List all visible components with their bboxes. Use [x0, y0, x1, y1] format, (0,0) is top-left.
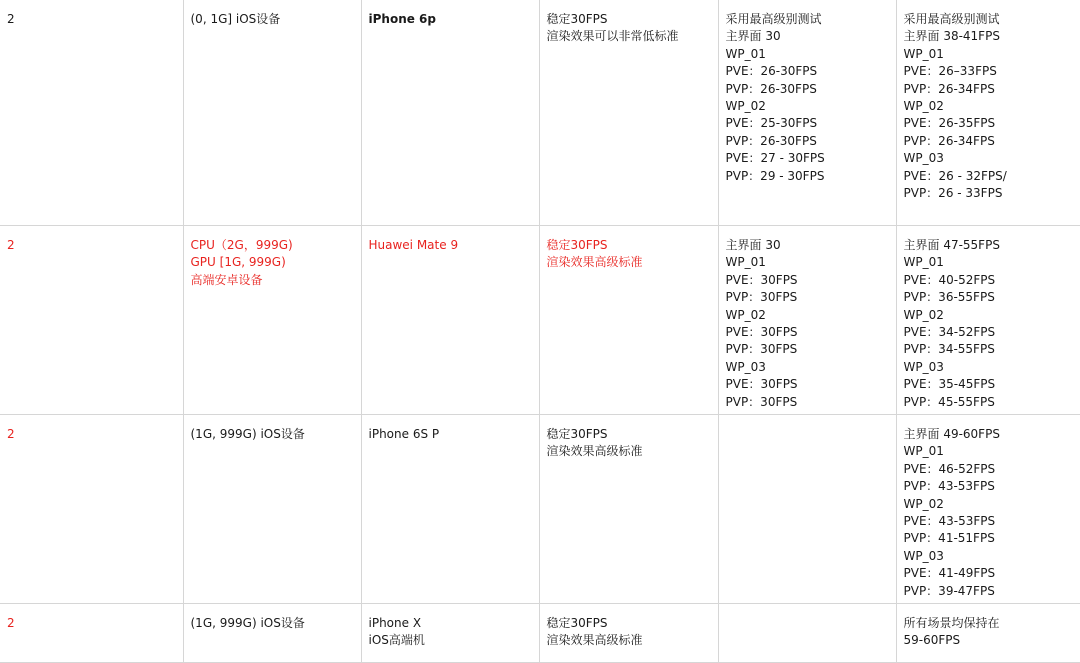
- result-line: PVP：39-47FPS: [903, 583, 995, 598]
- tier-cell: [0, 226, 183, 415]
- result-line: PVP：45-55FPS: [903, 394, 995, 409]
- device-spec-line: (0, 1G] iOS设备: [190, 12, 281, 26]
- results-a-cell: [718, 226, 896, 415]
- result-line: WP_01: [903, 255, 944, 270]
- result-line: WP_02: [903, 99, 944, 114]
- result-line: PVP：43-53FPS: [903, 479, 995, 494]
- device-spec-line: (1G, 999G) iOS设备: [190, 616, 305, 630]
- target-line: 稳定30FPS: [546, 12, 608, 26]
- table-row: [0, 604, 1080, 663]
- table-row: [0, 415, 1080, 604]
- result-line: WP_03: [903, 548, 944, 563]
- device-model-line: iPhone 6p: [368, 12, 436, 26]
- result-line: PVE：34-52FPS: [903, 325, 996, 340]
- target-line: 渲染效果高级标准: [546, 255, 643, 270]
- result-line: PVE：46-52FPS: [903, 461, 996, 476]
- target-line: 稳定30FPS: [546, 427, 608, 441]
- result-line: PVP：30FPS: [725, 342, 798, 357]
- result-line: 采用最高级别测试: [725, 12, 822, 26]
- result-line: WP_01: [903, 444, 944, 459]
- tier-cell: [0, 415, 183, 604]
- result-line: 主界面 49-60FPS: [903, 427, 1000, 441]
- result-line: 主界面 38-41FPS: [903, 29, 1000, 44]
- result-line: PVE：40-52FPS: [903, 272, 996, 287]
- result-line: 采用最高级别测试: [903, 12, 1000, 26]
- result-line: PVE：30FPS: [725, 272, 798, 287]
- results-a-cell: [718, 0, 896, 226]
- result-line: WP_02: [903, 496, 944, 511]
- result-line: 59-60FPS: [903, 633, 961, 648]
- tier-value: 2: [7, 427, 15, 441]
- result-line: WP_03: [903, 151, 944, 166]
- device-model-cell: [361, 604, 539, 663]
- result-line: PVP：34-55FPS: [903, 342, 995, 357]
- result-line: WP_02: [903, 307, 944, 322]
- device-model-cell: [361, 226, 539, 415]
- results-b-cell: [896, 415, 1080, 604]
- result-line: PVE：26-35FPS: [903, 116, 996, 131]
- device-spec-line: CPU（2G，999G): [190, 238, 293, 252]
- result-line: PVE：30FPS: [725, 325, 798, 340]
- result-line: PVP：26-34FPS: [903, 133, 995, 148]
- result-line: WP_01: [903, 46, 944, 61]
- result-line: PVE：35-45FPS: [903, 377, 996, 392]
- result-line: WP_02: [725, 307, 766, 322]
- target-line: 稳定30FPS: [546, 616, 608, 630]
- results-a-cell: [718, 604, 896, 663]
- target-cell: [539, 604, 718, 663]
- device-spec-cell: [183, 226, 361, 415]
- target-line: 渲染效果可以非常低标准: [546, 29, 679, 44]
- tier-cell: [0, 0, 183, 226]
- device-model-line: iOS高端机: [368, 633, 425, 648]
- result-line: PVP：29 - 30FPS: [725, 168, 825, 183]
- target-line: 渲染效果高级标准: [546, 444, 643, 459]
- device-model-cell: [361, 0, 539, 226]
- result-line: 主界面 47-55FPS: [903, 238, 1000, 252]
- result-line: 主界面 30: [725, 29, 781, 44]
- result-line: PVE：26–33FPS: [903, 64, 997, 79]
- target-line: 稳定30FPS: [546, 238, 608, 252]
- result-line: PVP：26 - 33FPS: [903, 186, 1003, 201]
- result-line: WP_03: [725, 359, 766, 374]
- target-line: 渲染效果高级标准: [546, 633, 643, 648]
- results-b-cell: [896, 604, 1080, 663]
- result-line: PVE：27 - 30FPS: [725, 151, 825, 166]
- result-line: WP_01: [725, 46, 766, 61]
- results-b-cell: [896, 226, 1080, 415]
- result-line: PVP：36-55FPS: [903, 290, 995, 305]
- device-spec-line: 高端安卓设备: [190, 272, 263, 287]
- table-row: [0, 226, 1080, 415]
- result-line: PVP：30FPS: [725, 394, 798, 409]
- result-line: PVE：26 - 32FPS/: [903, 168, 1007, 183]
- target-cell: [539, 0, 718, 226]
- tier-cell: [0, 604, 183, 663]
- result-line: PVP：26-30FPS: [725, 133, 817, 148]
- result-line: PVP：30FPS: [725, 290, 798, 305]
- device-model-line: Huawei Mate 9: [368, 238, 459, 252]
- result-line: 主界面 30: [725, 238, 781, 252]
- tier-value: 2: [7, 238, 15, 252]
- device-spec-cell: [183, 604, 361, 663]
- result-line: WP_02: [725, 99, 766, 114]
- result-line: PVP：41-51FPS: [903, 531, 995, 546]
- result-line: WP_03: [903, 359, 944, 374]
- device-spec-line: (1G, 999G) iOS设备: [190, 427, 305, 441]
- device-spec-line: GPU [1G, 999G): [190, 255, 286, 270]
- results-b-cell: [896, 0, 1080, 226]
- target-cell: [539, 415, 718, 604]
- table-row: [0, 0, 1080, 226]
- result-line: PVP：26-34FPS: [903, 81, 995, 96]
- result-line: PVE：43-53FPS: [903, 514, 996, 529]
- result-line: PVE：25-30FPS: [725, 116, 818, 131]
- target-cell: [539, 226, 718, 415]
- device-model-cell: [361, 415, 539, 604]
- device-model-line: iPhone X: [368, 616, 422, 630]
- results-a-cell: [718, 415, 896, 604]
- result-line: PVE：26-30FPS: [725, 64, 818, 79]
- tier-value: 2: [7, 616, 15, 630]
- device-spec-cell: [183, 0, 361, 226]
- result-line: PVE：30FPS: [725, 377, 798, 392]
- device-spec-cell: [183, 415, 361, 604]
- result-line: 所有场景均保持在: [903, 616, 1000, 630]
- result-line: WP_01: [725, 255, 766, 270]
- result-line: PVP：26-30FPS: [725, 81, 817, 96]
- device-model-line: iPhone 6S P: [368, 427, 440, 441]
- result-line: PVE：41-49FPS: [903, 566, 996, 581]
- tier-value: 2: [7, 12, 15, 26]
